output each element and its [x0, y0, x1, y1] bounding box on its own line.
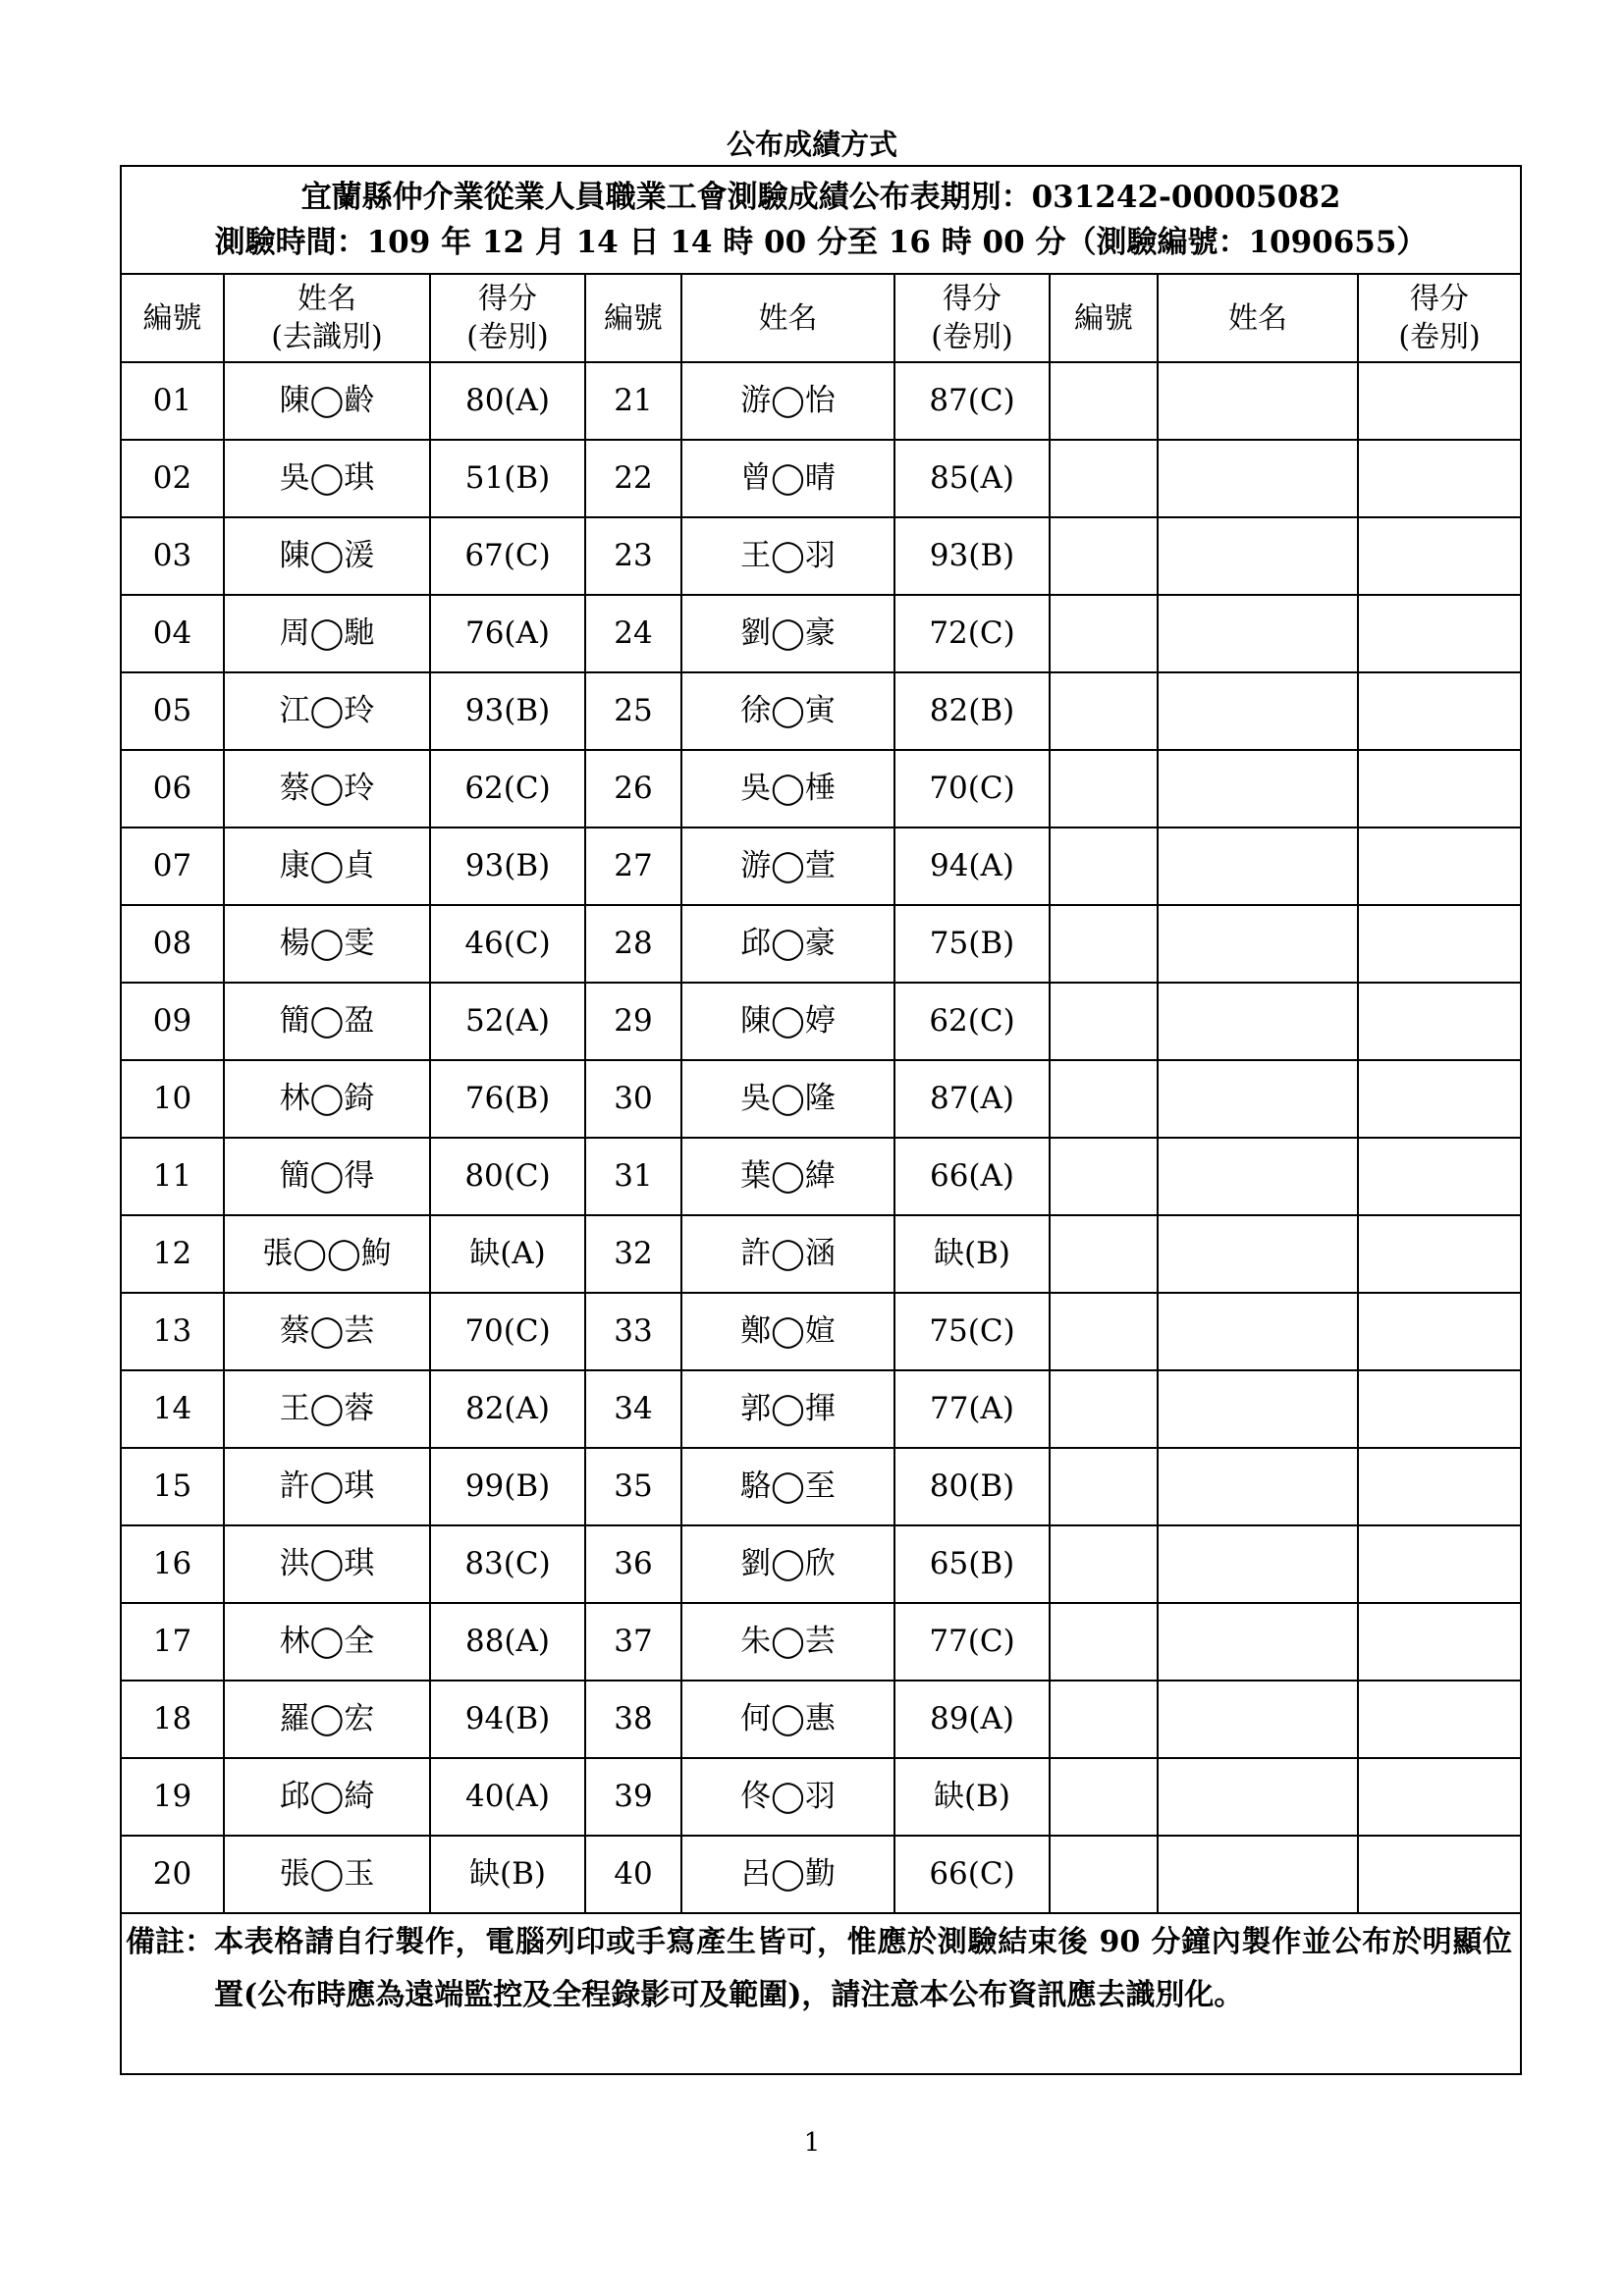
- empty-number: [1050, 672, 1158, 750]
- empty-score: [1358, 1836, 1521, 1913]
- entry-name: 葉◯緯: [681, 1138, 894, 1215]
- entry-name: 吳◯隆: [681, 1060, 894, 1138]
- table-row: [121, 1138, 1521, 1215]
- entry-name: 劉◯豪: [681, 595, 894, 672]
- entry-name: 呂◯勤: [681, 1836, 894, 1913]
- table-row: [121, 517, 1521, 595]
- table-row: [121, 1836, 1521, 1913]
- entry-name: 蔡◯芸: [224, 1293, 430, 1370]
- header-name-deidentified: 姓名 (去識別): [224, 274, 430, 362]
- empty-number: [1050, 1525, 1158, 1603]
- empty-number: [1050, 1448, 1158, 1525]
- table-row: [121, 828, 1521, 905]
- entry-name: 蔡◯玲: [224, 750, 430, 828]
- entry-score: 77(C): [894, 1603, 1050, 1681]
- entry-number: 07: [121, 828, 224, 905]
- header-number: 編號: [121, 274, 224, 362]
- entry-name: 林◯錡: [224, 1060, 430, 1138]
- entry-number: 11: [121, 1138, 224, 1215]
- entry-score: 89(A): [894, 1681, 1050, 1758]
- empty-score: [1358, 1138, 1521, 1215]
- entry-score: 66(A): [894, 1138, 1050, 1215]
- entry-score: 75(B): [894, 905, 1050, 983]
- entry-number: 31: [585, 1138, 681, 1215]
- entry-name: 許◯琪: [224, 1448, 430, 1525]
- table-row: [121, 595, 1521, 672]
- entry-number: 29: [585, 983, 681, 1060]
- empty-score: [1358, 1603, 1521, 1681]
- empty-number: [1050, 1138, 1158, 1215]
- entry-number: 33: [585, 1293, 681, 1370]
- empty-score: [1358, 1215, 1521, 1293]
- empty-name: [1158, 750, 1358, 828]
- caption-row: [121, 166, 1521, 274]
- entry-name: 王◯蓉: [224, 1370, 430, 1448]
- note-text: 本表格請自行製作，電腦列印或手寫產生皆可，惟應於測驗結束後 90 分鐘內製作並公布於明顯位置(公布時應為遠端監控及全程錄影可及範圍)，請注意本公布資訊應去識別化。: [214, 1925, 1513, 2012]
- empty-number: [1050, 1681, 1158, 1758]
- empty-score: [1358, 905, 1521, 983]
- empty-number: [1050, 1215, 1158, 1293]
- entry-number: 03: [121, 517, 224, 595]
- empty-name: [1158, 905, 1358, 983]
- note-row: [121, 1913, 1521, 2074]
- entry-number: 13: [121, 1293, 224, 1370]
- note-label: 備註：: [126, 1925, 214, 1959]
- entry-number: 20: [121, 1836, 224, 1913]
- table-row: [121, 1681, 1521, 1758]
- entry-name: 江◯玲: [224, 672, 430, 750]
- empty-score: [1358, 1758, 1521, 1836]
- entry-score: 76(B): [430, 1060, 585, 1138]
- empty-name: [1158, 983, 1358, 1060]
- empty-name: [1158, 828, 1358, 905]
- table-row: [121, 905, 1521, 983]
- entry-number: 23: [585, 517, 681, 595]
- empty-score: [1358, 672, 1521, 750]
- entry-name: 朱◯芸: [681, 1603, 894, 1681]
- empty-number: [1050, 517, 1158, 595]
- header-score: 得分 (卷別): [894, 274, 1050, 362]
- entry-number: 10: [121, 1060, 224, 1138]
- entry-score: 76(A): [430, 595, 585, 672]
- empty-number: [1050, 750, 1158, 828]
- header-number: 編號: [585, 274, 681, 362]
- entry-score: 缺(B): [430, 1836, 585, 1913]
- entry-score: 85(A): [894, 440, 1050, 517]
- entry-name: 劉◯欣: [681, 1525, 894, 1603]
- entry-number: 40: [585, 1836, 681, 1913]
- empty-score: [1358, 595, 1521, 672]
- entry-score: 80(A): [430, 362, 585, 440]
- empty-name: [1158, 1836, 1358, 1913]
- entry-score: 缺(B): [894, 1215, 1050, 1293]
- table-row: [121, 1370, 1521, 1448]
- entry-number: 37: [585, 1603, 681, 1681]
- entry-number: 36: [585, 1525, 681, 1603]
- table-row: [121, 1215, 1521, 1293]
- entry-score: 52(A): [430, 983, 585, 1060]
- empty-name: [1158, 517, 1358, 595]
- entry-score: 缺(A): [430, 1215, 585, 1293]
- entry-name: 康◯貞: [224, 828, 430, 905]
- entry-score: 65(B): [894, 1525, 1050, 1603]
- entry-number: 28: [585, 905, 681, 983]
- entry-score: 93(B): [430, 672, 585, 750]
- table-row: [121, 672, 1521, 750]
- entry-name: 吳◯琪: [224, 440, 430, 517]
- empty-score: [1358, 1060, 1521, 1138]
- empty-score: [1358, 517, 1521, 595]
- entry-name: 陳◯湲: [224, 517, 430, 595]
- empty-number: [1050, 440, 1158, 517]
- table-row: [121, 1293, 1521, 1370]
- entry-score: 94(A): [894, 828, 1050, 905]
- empty-name: [1158, 1370, 1358, 1448]
- entry-score: 62(C): [894, 983, 1050, 1060]
- entry-number: 14: [121, 1370, 224, 1448]
- entry-number: 08: [121, 905, 224, 983]
- entry-name: 楊◯雯: [224, 905, 430, 983]
- entry-number: 16: [121, 1525, 224, 1603]
- entry-number: 19: [121, 1758, 224, 1836]
- empty-number: [1050, 1758, 1158, 1836]
- entry-score: 82(B): [894, 672, 1050, 750]
- entry-score: 46(C): [430, 905, 585, 983]
- entry-score: 93(B): [430, 828, 585, 905]
- empty-number: [1050, 1293, 1158, 1370]
- caption-line-exam-time: 測驗時間：109 年 12 月 14 日 14 時 00 分至 16 時 00 分（測驗編號：1090655）: [214, 225, 1428, 260]
- entry-name: 佟◯羽: [681, 1758, 894, 1836]
- empty-number: [1050, 1836, 1158, 1913]
- entry-score: 99(B): [430, 1448, 585, 1525]
- empty-name: [1158, 1138, 1358, 1215]
- empty-score: [1358, 1448, 1521, 1525]
- header-row: [121, 274, 1521, 362]
- empty-number: [1050, 1603, 1158, 1681]
- empty-score: [1358, 750, 1521, 828]
- entry-score: 80(B): [894, 1448, 1050, 1525]
- header-score: 得分 (卷別): [430, 274, 585, 362]
- entry-score: 80(C): [430, 1138, 585, 1215]
- entry-number: 06: [121, 750, 224, 828]
- entry-name: 駱◯至: [681, 1448, 894, 1525]
- empty-name: [1158, 440, 1358, 517]
- entry-number: 22: [585, 440, 681, 517]
- table-row: [121, 983, 1521, 1060]
- empty-name: [1158, 1681, 1358, 1758]
- entry-name: 張◯玉: [224, 1836, 430, 1913]
- entry-score: 62(C): [430, 750, 585, 828]
- empty-number: [1050, 1370, 1158, 1448]
- entry-score: 87(A): [894, 1060, 1050, 1138]
- entry-name: 何◯惠: [681, 1681, 894, 1758]
- table-row: [121, 1060, 1521, 1138]
- entry-name: 徐◯寅: [681, 672, 894, 750]
- entry-number: 32: [585, 1215, 681, 1293]
- entry-number: 27: [585, 828, 681, 905]
- entry-number: 02: [121, 440, 224, 517]
- table-caption: [121, 166, 1521, 274]
- table-row: [121, 440, 1521, 517]
- entry-number: 04: [121, 595, 224, 672]
- entry-name: 簡◯得: [224, 1138, 430, 1215]
- entry-name: 簡◯盈: [224, 983, 430, 1060]
- empty-name: [1158, 672, 1358, 750]
- note-cell: [121, 1913, 1521, 2074]
- entry-score: 70(C): [430, 1293, 585, 1370]
- entry-name: 邱◯綺: [224, 1758, 430, 1836]
- entry-score: 51(B): [430, 440, 585, 517]
- empty-name: [1158, 1758, 1358, 1836]
- empty-score: [1358, 362, 1521, 440]
- table-row: [121, 1525, 1521, 1603]
- entry-number: 09: [121, 983, 224, 1060]
- empty-name: [1158, 1293, 1358, 1370]
- entry-name: 吳◯棰: [681, 750, 894, 828]
- empty-score: [1358, 1525, 1521, 1603]
- entry-name: 許◯涵: [681, 1215, 894, 1293]
- entry-name: 邱◯豪: [681, 905, 894, 983]
- header-score: 得分 (卷別): [1358, 274, 1521, 362]
- table-row: [121, 1758, 1521, 1836]
- header-name: 姓名: [681, 274, 894, 362]
- empty-score: [1358, 1681, 1521, 1758]
- empty-name: [1158, 362, 1358, 440]
- entry-number: 34: [585, 1370, 681, 1448]
- caption-line-exam-session: 宜蘭縣仲介業從業人員職業工會測驗成績公布表期別：031242-00005082: [300, 179, 1341, 215]
- entry-score: 70(C): [894, 750, 1050, 828]
- entry-number: 01: [121, 362, 224, 440]
- empty-name: [1158, 1525, 1358, 1603]
- entry-number: 24: [585, 595, 681, 672]
- entry-number: 38: [585, 1681, 681, 1758]
- entry-number: 30: [585, 1060, 681, 1138]
- entry-number: 25: [585, 672, 681, 750]
- table-row: [121, 750, 1521, 828]
- entry-score: 93(B): [894, 517, 1050, 595]
- entry-number: 15: [121, 1448, 224, 1525]
- empty-number: [1050, 905, 1158, 983]
- empty-score: [1358, 1293, 1521, 1370]
- entry-name: 洪◯琪: [224, 1525, 430, 1603]
- empty-score: [1358, 1370, 1521, 1448]
- entry-name: 郭◯揮: [681, 1370, 894, 1448]
- entry-score: 87(C): [894, 362, 1050, 440]
- entry-score: 72(C): [894, 595, 1050, 672]
- table-row: [121, 1448, 1521, 1525]
- empty-score: [1358, 828, 1521, 905]
- empty-name: [1158, 1603, 1358, 1681]
- score-table: [120, 165, 1522, 2075]
- entry-score: 82(A): [430, 1370, 585, 1448]
- entry-name: 周◯馳: [224, 595, 430, 672]
- page-number: 1: [803, 2128, 821, 2158]
- empty-name: [1158, 1060, 1358, 1138]
- entry-name: 鄭◯媗: [681, 1293, 894, 1370]
- entry-name: 游◯怡: [681, 362, 894, 440]
- entry-score: 88(A): [430, 1603, 585, 1681]
- entry-score: 66(C): [894, 1836, 1050, 1913]
- entry-number: 18: [121, 1681, 224, 1758]
- header-number: 編號: [1050, 274, 1158, 362]
- empty-number: [1050, 1060, 1158, 1138]
- entry-name: 王◯羽: [681, 517, 894, 595]
- entry-number: 39: [585, 1758, 681, 1836]
- page-title: 公布成績方式: [726, 128, 897, 161]
- entry-number: 26: [585, 750, 681, 828]
- entry-name: 游◯萱: [681, 828, 894, 905]
- empty-score: [1358, 440, 1521, 517]
- entry-score: 缺(B): [894, 1758, 1050, 1836]
- entry-number: 12: [121, 1215, 224, 1293]
- entry-name: 林◯全: [224, 1603, 430, 1681]
- entry-name: 羅◯宏: [224, 1681, 430, 1758]
- entry-score: 83(C): [430, 1525, 585, 1603]
- entry-name: 曾◯晴: [681, 440, 894, 517]
- entry-name: 陳◯齡: [224, 362, 430, 440]
- empty-name: [1158, 1448, 1358, 1525]
- entry-number: 05: [121, 672, 224, 750]
- empty-number: [1050, 828, 1158, 905]
- empty-score: [1358, 983, 1521, 1060]
- empty-number: [1050, 983, 1158, 1060]
- entry-name: 陳◯婷: [681, 983, 894, 1060]
- empty-name: [1158, 1215, 1358, 1293]
- entry-name: 張◯◯鮈: [224, 1215, 430, 1293]
- empty-number: [1050, 595, 1158, 672]
- empty-name: [1158, 595, 1358, 672]
- entry-score: 40(A): [430, 1758, 585, 1836]
- entry-score: 77(A): [894, 1370, 1050, 1448]
- entry-number: 21: [585, 362, 681, 440]
- table-row: [121, 362, 1521, 440]
- entry-score: 94(B): [430, 1681, 585, 1758]
- table-row: [121, 1603, 1521, 1681]
- empty-number: [1050, 362, 1158, 440]
- header-name: 姓名: [1158, 274, 1358, 362]
- entry-score: 75(C): [894, 1293, 1050, 1370]
- entry-number: 17: [121, 1603, 224, 1681]
- entry-score: 67(C): [430, 517, 585, 595]
- entry-number: 35: [585, 1448, 681, 1525]
